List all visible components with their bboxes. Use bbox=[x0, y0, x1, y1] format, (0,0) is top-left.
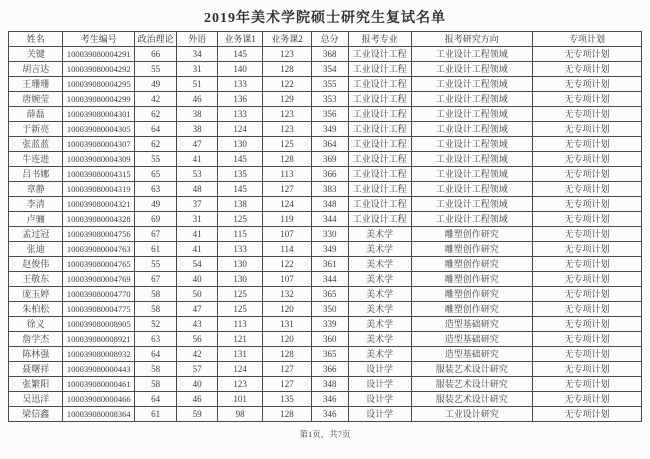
table-cell: 服装艺术设计研究 bbox=[411, 377, 533, 392]
table-cell: 工业设计工程 bbox=[348, 182, 411, 197]
table-cell: 124 bbox=[263, 197, 311, 212]
table-cell: 工业设计工程领域 bbox=[411, 62, 533, 77]
table-cell: 366 bbox=[311, 167, 348, 182]
table-cell: 61 bbox=[134, 407, 176, 422]
table-cell: 工业设计工程 bbox=[348, 92, 411, 107]
table-cell: 346 bbox=[311, 392, 348, 407]
table-cell: 100039080008364 bbox=[63, 407, 135, 422]
table-row bbox=[9, 167, 642, 182]
table-cell: 59 bbox=[177, 407, 218, 422]
table-cell: 41 bbox=[177, 242, 218, 257]
table-cell: 造型基础研究 bbox=[411, 347, 533, 362]
table-cell: 46 bbox=[177, 392, 218, 407]
table-cell: 工业设计工程 bbox=[348, 197, 411, 212]
table-cell: 123 bbox=[263, 47, 311, 62]
table-cell: 无专项计划 bbox=[533, 212, 642, 227]
table-cell: 145 bbox=[217, 152, 263, 167]
table-cell: 124 bbox=[217, 122, 263, 137]
table-cell: 无专项计划 bbox=[533, 362, 642, 377]
table-row bbox=[9, 302, 642, 317]
table-cell: 41 bbox=[177, 152, 218, 167]
table-row bbox=[9, 197, 642, 212]
table-cell: 130 bbox=[217, 137, 263, 152]
table-cell: 349 bbox=[311, 122, 348, 137]
table-cell: 设计学 bbox=[348, 407, 411, 422]
table-cell: 42 bbox=[177, 347, 218, 362]
table-cell: 349 bbox=[311, 242, 348, 257]
table-row bbox=[9, 182, 642, 197]
table-cell: 孟过冠 bbox=[9, 227, 63, 242]
table-cell: 工业设计工程 bbox=[348, 77, 411, 92]
table-cell: 美术学 bbox=[348, 257, 411, 272]
table-cell: 64 bbox=[134, 347, 176, 362]
table-cell: 工业设计工程领域 bbox=[411, 197, 533, 212]
table-cell: 梁信鑫 bbox=[9, 407, 63, 422]
table-cell: 119 bbox=[263, 212, 311, 227]
table-cell: 64 bbox=[134, 122, 176, 137]
table-cell: 130 bbox=[217, 257, 263, 272]
table-cell: 吕书娜 bbox=[9, 167, 63, 182]
table-cell: 100039080000466 bbox=[63, 392, 135, 407]
page-indicator: 第1页，共7页 bbox=[299, 429, 351, 439]
table-cell: 125 bbox=[217, 212, 263, 227]
table-cell: 无专项计划 bbox=[533, 197, 642, 212]
table-row bbox=[9, 407, 642, 422]
table-cell: 无专项计划 bbox=[533, 227, 642, 242]
table-cell: 344 bbox=[311, 272, 348, 287]
table-cell: 100039080004309 bbox=[63, 152, 135, 167]
table-cell: 唐婉莹 bbox=[9, 92, 63, 107]
table-cell: 53 bbox=[177, 167, 218, 182]
table-cell: 133 bbox=[217, 77, 263, 92]
table-cell: 58 bbox=[134, 287, 176, 302]
table-cell: 145 bbox=[217, 182, 263, 197]
table-cell: 100039080004756 bbox=[63, 227, 135, 242]
table-cell: 63 bbox=[134, 332, 176, 347]
table-cell: 37 bbox=[177, 197, 218, 212]
table-cell: 38 bbox=[177, 122, 218, 137]
page-title: 2019年美术学院硕士研究生复试名单 bbox=[204, 11, 446, 26]
table-cell: 聂曙祥 bbox=[9, 362, 63, 377]
table-cell: 40 bbox=[177, 377, 218, 392]
table-cell: 美术学 bbox=[348, 332, 411, 347]
table-cell: 50 bbox=[177, 287, 218, 302]
page-footer bbox=[0, 428, 650, 440]
table-cell: 工业设计工程 bbox=[348, 107, 411, 122]
table-cell: 125 bbox=[263, 137, 311, 152]
table-cell: 美术学 bbox=[348, 242, 411, 257]
table-cell: 48 bbox=[177, 182, 218, 197]
table-cell: 雕塑创作研究 bbox=[411, 227, 533, 242]
table-cell: 365 bbox=[311, 347, 348, 362]
table-cell: 无专项计划 bbox=[533, 302, 642, 317]
table-cell: 131 bbox=[217, 347, 263, 362]
table-cell: 66 bbox=[134, 47, 176, 62]
table-body bbox=[9, 47, 642, 422]
table-cell: 王珊珊 bbox=[9, 77, 63, 92]
header-cell: 总分 bbox=[311, 32, 348, 47]
table-cell: 无专项计划 bbox=[533, 257, 642, 272]
table-row bbox=[9, 62, 642, 77]
table-cell: 56 bbox=[177, 332, 218, 347]
table-cell: 383 bbox=[311, 182, 348, 197]
table-cell: 100039080004763 bbox=[63, 242, 135, 257]
table-cell: 113 bbox=[263, 167, 311, 182]
table-cell: 123 bbox=[263, 122, 311, 137]
table-cell: 胡言达 bbox=[9, 62, 63, 77]
table-cell: 无专项计划 bbox=[533, 377, 642, 392]
table-cell: 工业设计工程 bbox=[348, 62, 411, 77]
table-cell: 67 bbox=[134, 227, 176, 242]
table-cell: 美术学 bbox=[348, 272, 411, 287]
table-cell: 雕塑创作研究 bbox=[411, 242, 533, 257]
table-cell: 工业设计研究 bbox=[411, 407, 533, 422]
table-cell: 关键 bbox=[9, 47, 63, 62]
table-cell: 张迪 bbox=[9, 242, 63, 257]
table-cell: 美术学 bbox=[348, 227, 411, 242]
table-cell: 工业设计工程领域 bbox=[411, 122, 533, 137]
table-cell: 101 bbox=[217, 392, 263, 407]
table-cell: 34 bbox=[177, 47, 218, 62]
table-cell: 工业设计工程领域 bbox=[411, 167, 533, 182]
table-cell: 136 bbox=[217, 92, 263, 107]
table-cell: 章静 bbox=[9, 182, 63, 197]
table-cell: 67 bbox=[134, 272, 176, 287]
table-cell: 127 bbox=[263, 182, 311, 197]
table-cell: 360 bbox=[311, 332, 348, 347]
table-cell: 无专项计划 bbox=[533, 407, 642, 422]
table-cell: 62 bbox=[134, 107, 176, 122]
table-cell: 无专项计划 bbox=[533, 152, 642, 167]
table-cell: 128 bbox=[263, 407, 311, 422]
table-row bbox=[9, 392, 642, 407]
table-cell: 369 bbox=[311, 152, 348, 167]
table-cell: 100039080000443 bbox=[63, 362, 135, 377]
table-row bbox=[9, 47, 642, 62]
table-cell: 无专项计划 bbox=[533, 287, 642, 302]
table-cell: 124 bbox=[217, 362, 263, 377]
table-cell: 353 bbox=[311, 92, 348, 107]
table-cell: 张蓝蓝 bbox=[9, 137, 63, 152]
table-cell: 128 bbox=[263, 347, 311, 362]
header-cell: 报考专业 bbox=[348, 32, 411, 47]
table-cell: 设计学 bbox=[348, 392, 411, 407]
table-cell: 牛连进 bbox=[9, 152, 63, 167]
table-cell: 无专项计划 bbox=[533, 77, 642, 92]
table-row bbox=[9, 137, 642, 152]
table-row bbox=[9, 242, 642, 257]
table-cell: 100039080004292 bbox=[63, 62, 135, 77]
table-cell: 工业设计工程领域 bbox=[411, 77, 533, 92]
table-cell: 132 bbox=[263, 287, 311, 302]
table-cell: 47 bbox=[177, 137, 218, 152]
table-cell: 355 bbox=[311, 77, 348, 92]
table-cell: 350 bbox=[311, 302, 348, 317]
table-row bbox=[9, 122, 642, 137]
table-cell: 122 bbox=[263, 77, 311, 92]
table-cell: 135 bbox=[217, 167, 263, 182]
table-cell: 120 bbox=[263, 302, 311, 317]
table-cell: 造型基础研究 bbox=[411, 317, 533, 332]
table-cell: 348 bbox=[311, 197, 348, 212]
table-row bbox=[9, 287, 642, 302]
table-cell: 无专项计划 bbox=[533, 107, 642, 122]
table-cell: 107 bbox=[263, 227, 311, 242]
table-cell: 无专项计划 bbox=[533, 347, 642, 362]
table-row bbox=[9, 317, 642, 332]
table-cell: 服装艺术设计研究 bbox=[411, 392, 533, 407]
table-cell: 107 bbox=[263, 272, 311, 287]
header-cell: 专项计划 bbox=[533, 32, 642, 47]
table-cell: 庞玉婷 bbox=[9, 287, 63, 302]
table-cell: 薛磊 bbox=[9, 107, 63, 122]
table-cell: 工业设计工程领域 bbox=[411, 92, 533, 107]
table-cell: 100039080004299 bbox=[63, 92, 135, 107]
table-cell: 49 bbox=[134, 77, 176, 92]
table-row bbox=[9, 77, 642, 92]
table-cell: 69 bbox=[134, 212, 176, 227]
table-cell: 365 bbox=[311, 287, 348, 302]
table-cell: 100039080008932 bbox=[63, 347, 135, 362]
table-row bbox=[9, 362, 642, 377]
table-cell: 无专项计划 bbox=[533, 92, 642, 107]
table-cell: 145 bbox=[217, 47, 263, 62]
table-cell: 造型基础研究 bbox=[411, 332, 533, 347]
table-row bbox=[9, 107, 642, 122]
table-cell: 55 bbox=[134, 62, 176, 77]
table-cell: 47 bbox=[177, 302, 218, 317]
table-cell: 卢骊 bbox=[9, 212, 63, 227]
table-row bbox=[9, 332, 642, 347]
table-cell: 雕塑创作研究 bbox=[411, 272, 533, 287]
table-cell: 62 bbox=[134, 137, 176, 152]
table-header-row bbox=[9, 32, 642, 47]
table-cell: 346 bbox=[311, 407, 348, 422]
table-cell: 无专项计划 bbox=[533, 332, 642, 347]
table-cell: 无专项计划 bbox=[533, 47, 642, 62]
table-cell: 100039080004319 bbox=[63, 182, 135, 197]
table-cell: 114 bbox=[263, 242, 311, 257]
table-cell: 64 bbox=[134, 392, 176, 407]
table-cell: 无专项计划 bbox=[533, 62, 642, 77]
table-cell: 344 bbox=[311, 212, 348, 227]
table-cell: 朱柏松 bbox=[9, 302, 63, 317]
table-cell: 工业设计工程 bbox=[348, 212, 411, 227]
table-cell: 135 bbox=[263, 392, 311, 407]
table-cell: 58 bbox=[134, 377, 176, 392]
table-cell: 陈林强 bbox=[9, 347, 63, 362]
table-cell: 348 bbox=[311, 377, 348, 392]
table-cell: 无专项计划 bbox=[533, 317, 642, 332]
table-cell: 65 bbox=[134, 167, 176, 182]
table-cell: 美术学 bbox=[348, 347, 411, 362]
table-cell: 115 bbox=[217, 227, 263, 242]
table-row bbox=[9, 257, 642, 272]
table-cell: 100039080004305 bbox=[63, 122, 135, 137]
table-cell: 368 bbox=[311, 47, 348, 62]
table-cell: 98 bbox=[217, 407, 263, 422]
table-cell: 31 bbox=[177, 212, 218, 227]
table-cell: 100039080004291 bbox=[63, 47, 135, 62]
table-cell: 63 bbox=[134, 182, 176, 197]
table-cell: 工业设计工程 bbox=[348, 122, 411, 137]
table-cell: 41 bbox=[177, 227, 218, 242]
table-cell: 61 bbox=[134, 242, 176, 257]
table-cell: 雕塑创作研究 bbox=[411, 302, 533, 317]
table-cell: 128 bbox=[263, 62, 311, 77]
table-cell: 123 bbox=[263, 107, 311, 122]
table-cell: 无专项计划 bbox=[533, 137, 642, 152]
table-cell: 工业设计工程 bbox=[348, 167, 411, 182]
table-cell: 125 bbox=[217, 302, 263, 317]
table-cell: 设计学 bbox=[348, 377, 411, 392]
table-row bbox=[9, 272, 642, 287]
table-cell: 100039080004321 bbox=[63, 197, 135, 212]
table-cell: 58 bbox=[134, 362, 176, 377]
table-cell: 121 bbox=[217, 332, 263, 347]
table-cell: 工业设计工程领域 bbox=[411, 107, 533, 122]
table-cell: 361 bbox=[311, 257, 348, 272]
table-cell: 100039080004328 bbox=[63, 212, 135, 227]
table-cell: 美术学 bbox=[348, 287, 411, 302]
table-cell: 366 bbox=[311, 362, 348, 377]
table-cell: 工业设计工程领域 bbox=[411, 212, 533, 227]
table-cell: 42 bbox=[134, 92, 176, 107]
table-cell: 339 bbox=[311, 317, 348, 332]
table-cell: 54 bbox=[177, 257, 218, 272]
table-cell: 133 bbox=[217, 242, 263, 257]
table-cell: 128 bbox=[263, 152, 311, 167]
table-cell: 46 bbox=[177, 92, 218, 107]
table-cell: 100039080000461 bbox=[63, 377, 135, 392]
table-cell: 服装艺术设计研究 bbox=[411, 362, 533, 377]
table-cell: 无专项计划 bbox=[533, 392, 642, 407]
roster-table bbox=[8, 31, 642, 422]
table-cell: 100039080004301 bbox=[63, 107, 135, 122]
table-cell: 工业设计工程领域 bbox=[411, 137, 533, 152]
table-cell: 无专项计划 bbox=[533, 167, 642, 182]
table-cell: 43 bbox=[177, 317, 218, 332]
table-cell: 无专项计划 bbox=[533, 122, 642, 137]
table-cell: 工业设计工程 bbox=[348, 47, 411, 62]
table-cell: 129 bbox=[263, 92, 311, 107]
header-cell: 业务课2 bbox=[263, 32, 311, 47]
table-cell: 31 bbox=[177, 62, 218, 77]
table-cell: 58 bbox=[134, 302, 176, 317]
header-cell: 业务课1 bbox=[217, 32, 263, 47]
header-cell: 政治理论 bbox=[134, 32, 176, 47]
table-cell: 356 bbox=[311, 107, 348, 122]
table-cell: 100039080008905 bbox=[63, 317, 135, 332]
table-cell: 140 bbox=[217, 62, 263, 77]
table-cell: 113 bbox=[217, 317, 263, 332]
table-cell: 52 bbox=[134, 317, 176, 332]
table-cell: 美术学 bbox=[348, 317, 411, 332]
table-cell: 无专项计划 bbox=[533, 182, 642, 197]
table-row bbox=[9, 227, 642, 242]
table-cell: 100039080004295 bbox=[63, 77, 135, 92]
table-cell: 330 bbox=[311, 227, 348, 242]
table-cell: 49 bbox=[134, 197, 176, 212]
table-cell: 127 bbox=[263, 377, 311, 392]
table-cell: 138 bbox=[217, 197, 263, 212]
table-cell: 100039080004775 bbox=[63, 302, 135, 317]
header-cell: 报考研究方向 bbox=[411, 32, 533, 47]
table-cell: 55 bbox=[134, 257, 176, 272]
table-cell: 133 bbox=[217, 107, 263, 122]
table-row bbox=[9, 212, 642, 227]
table-cell: 徐义 bbox=[9, 317, 63, 332]
table-row bbox=[9, 92, 642, 107]
table-cell: 125 bbox=[217, 287, 263, 302]
table-cell: 354 bbox=[311, 62, 348, 77]
table-cell: 无专项计划 bbox=[533, 272, 642, 287]
table-cell: 李清 bbox=[9, 197, 63, 212]
table-cell: 122 bbox=[263, 257, 311, 272]
table-cell: 100039080004769 bbox=[63, 272, 135, 287]
table-cell: 美术学 bbox=[348, 302, 411, 317]
table-cell: 55 bbox=[134, 152, 176, 167]
table-cell: 123 bbox=[217, 377, 263, 392]
table-cell: 赵俊伟 bbox=[9, 257, 63, 272]
table-cell: 100039080004315 bbox=[63, 167, 135, 182]
table-cell: 无专项计划 bbox=[533, 242, 642, 257]
table-cell: 130 bbox=[217, 272, 263, 287]
table-cell: 100039080008921 bbox=[63, 332, 135, 347]
table-cell: 雕塑创作研究 bbox=[411, 287, 533, 302]
table-cell: 张繁阳 bbox=[9, 377, 63, 392]
table-cell: 57 bbox=[177, 362, 218, 377]
table-cell: 雕塑创作研究 bbox=[411, 257, 533, 272]
table-cell: 127 bbox=[263, 362, 311, 377]
header-cell: 考生编号 bbox=[63, 32, 135, 47]
header-cell: 外语 bbox=[177, 32, 218, 47]
table-cell: 100039080004770 bbox=[63, 287, 135, 302]
table-cell: 131 bbox=[263, 317, 311, 332]
table-cell: 詹学杰 bbox=[9, 332, 63, 347]
table-row bbox=[9, 347, 642, 362]
table-cell: 工业设计工程领域 bbox=[411, 182, 533, 197]
table-cell: 51 bbox=[177, 77, 218, 92]
table-cell: 364 bbox=[311, 137, 348, 152]
table-cell: 工业设计工程 bbox=[348, 152, 411, 167]
table-cell: 38 bbox=[177, 107, 218, 122]
header-cell: 姓名 bbox=[9, 32, 63, 47]
table-cell: 工业设计工程 bbox=[348, 137, 411, 152]
table-cell: 40 bbox=[177, 272, 218, 287]
table-row bbox=[9, 377, 642, 392]
table-cell: 吴迅洋 bbox=[9, 392, 63, 407]
table-cell: 100039080004765 bbox=[63, 257, 135, 272]
table-row bbox=[9, 152, 642, 167]
table-cell: 120 bbox=[263, 332, 311, 347]
table-cell: 工业设计工程领域 bbox=[411, 152, 533, 167]
table-cell: 王敬东 bbox=[9, 272, 63, 287]
table-cell: 工业设计工程领域 bbox=[411, 47, 533, 62]
table-cell: 设计学 bbox=[348, 362, 411, 377]
table-cell: 100039080004307 bbox=[63, 137, 135, 152]
table-cell: 于新亮 bbox=[9, 122, 63, 137]
